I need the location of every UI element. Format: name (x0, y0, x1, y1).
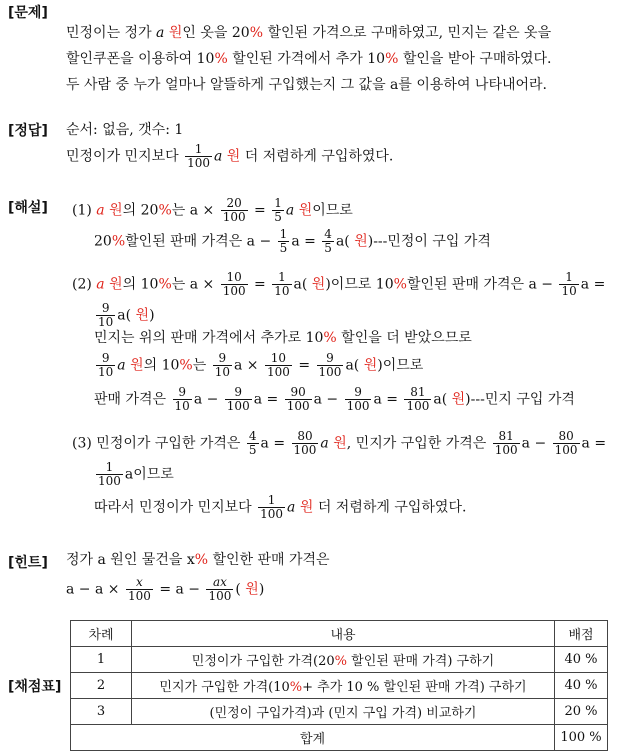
fraction-x-100: $\frac{x}{100}$ (127, 575, 151, 603)
row-no: 3 (71, 699, 132, 725)
fraction-9-10-d: $\frac{9}{10}$ (174, 385, 190, 413)
row-score: 40 % (555, 647, 608, 673)
fraction-9-100-c: $\frac{9}{100}$ (346, 385, 370, 413)
fraction-4-5-b: $\frac{4}{5}$ (248, 429, 257, 457)
total-label: 합계 (71, 725, 555, 751)
rubric-header-row (71, 621, 608, 647)
row-score: 20 % (555, 699, 608, 725)
fraction-1-5-b: $\frac{1}{5}$ (279, 227, 288, 255)
table-row (71, 699, 608, 725)
fraction-10-100-b: $\frac{10}{100}$ (266, 351, 290, 379)
table-row (71, 647, 608, 673)
total-score: 100 % (555, 725, 608, 751)
answer-line-1: 순서: 없음, 갯수: 1 (66, 122, 184, 138)
fraction-90-100: $\frac{90}{100}$ (286, 385, 310, 413)
hint-header: [힌트] (8, 555, 48, 571)
solution-header: [해설] (8, 200, 48, 216)
answer-line-2: 민정이가 민지보다 $\frac{1}{100}$ a 원 더 저렴하게 구입하였다. (66, 142, 394, 170)
solution-step-2: (2) a 원의 10%는 a × $\frac{10}{100}$ = $\frac{1}{10}$ a( 원)이므로 10%할인된 판매 가격은 a − $\frac{1}{10}$ a = (72, 270, 606, 298)
row-no: 2 (71, 673, 132, 699)
row-content: 민지가 구입한 가격(10%+ 추가 10 % 할인된 판매 가격) 구하기 (132, 673, 555, 699)
fraction-20-100: $\frac{20}{100}$ (222, 196, 246, 224)
solution-step-1: (1) a 원의 20%는 a × $\frac{20}{100}$ = $\frac{1}{5}$ a 원이므로 (72, 196, 353, 224)
table-row (71, 673, 608, 699)
row-content: 민정이가 구입한 가격(20% 할인된 판매 가격) 구하기 (132, 647, 555, 673)
answer-header: [정답] (8, 123, 48, 139)
solution-step-2d: $\frac{9}{10}$ a 원의 10%는 $\frac{9}{10}$ a × $\frac{10}{100}$ = $\frac{9}{100}$ a( 원)이므로 (98, 351, 424, 379)
fraction-80-100-b: $\frac{80}{100}$ (554, 429, 578, 457)
fraction-9-10-b: $\frac{9}{10}$ (98, 351, 114, 379)
hint-line-2: a − a × $\frac{x}{100}$ = a − $\frac{ax}{100}$ ( 원) (66, 575, 265, 603)
fraction-9-100: $\frac{9}{100}$ (318, 351, 342, 379)
row-content: (민정이 구입가격)과 (민지 구입 가격) 비교하기 (132, 699, 555, 725)
problem-header: [문제] (8, 5, 48, 21)
solution-step-2b: $\frac{9}{10}$ a( 원) (98, 301, 155, 329)
rubric-table (70, 620, 608, 751)
fraction-81-100-b: $\frac{81}{100}$ (494, 429, 518, 457)
fraction-1-100-c: $\frac{1}{100}$ (260, 493, 284, 521)
col-order: 차례 (71, 621, 132, 647)
fraction-9-10: $\frac{9}{10}$ (98, 301, 114, 329)
fraction-1-10-b: $\frac{1}{10}$ (561, 270, 577, 298)
fraction-1-5: $\frac{1}{5}$ (274, 196, 282, 224)
hint-line-1: 정가 a 원인 물건을 x% 할인한 판매 가격은 (66, 552, 330, 568)
fraction-4-5: $\frac{4}{5}$ (324, 227, 332, 255)
solution-step-3: (3) 민정이가 구입한 가격은 $\frac{4}{5}$ a = $\frac{80}{100}$ a 원, 민지가 구입한 가격은 $\frac{81}{100}$ a − $\frac{80}{100}$ a = (72, 429, 607, 457)
fraction-10-100: $\frac{10}{100}$ (222, 270, 246, 298)
problem-line-2: 할인쿠폰을 이용하여 10% 할인된 가격에서 추가 10% 할인을 받아 구매하였다. (66, 51, 552, 67)
solution-step-2c: 민지는 위의 판매 가격에서 추가로 10% 할인을 더 받았으므로 (94, 330, 472, 346)
rubric-total-row (71, 725, 608, 751)
row-score: 40 % (555, 673, 608, 699)
row-no: 1 (71, 647, 132, 673)
rubric-header: [채점표] (8, 679, 62, 695)
solution-step-3c: 따라서 민정이가 민지보다 $\frac{1}{100}$ a 원 더 저렴하게 구입하였다. (94, 493, 467, 521)
fraction-9-10-c: $\frac{9}{10}$ (214, 351, 230, 379)
fraction-80-100: $\frac{80}{100}$ (293, 429, 317, 457)
fraction-81-100: $\frac{81}{100}$ (406, 385, 430, 413)
col-score: 배점 (555, 621, 608, 647)
col-content: 내용 (132, 621, 555, 647)
problem-line-3: 두 사람 중 누가 얼마나 알뜰하게 구입했는지 그 값을 a를 이용하여 나타내어라. (66, 77, 547, 93)
solution-step-3b: $\frac{1}{100}$ a이므로 (98, 460, 174, 488)
fraction-9-100-b: $\frac{9}{100}$ (226, 385, 250, 413)
solution-step-1b: 20%할인된 판매 가격은 a − $\frac{1}{5}$ a = $\frac{4}{5}$ a( 원)---민정이 구입 가격 (94, 227, 491, 255)
solution-step-2e: 판매 가격은 $\frac{9}{10}$ a − $\frac{9}{100}$ a = $\frac{90}{100}$ a − $\frac{9}{100}$ a = $\frac{81}{100}$ a( 원)---민지 구입 가격 (94, 385, 575, 413)
fraction-1-100-b: $\frac{1}{100}$ (98, 460, 121, 488)
fraction-1-100: $\frac{1}{100}$ (187, 142, 210, 170)
fraction-1-10: $\frac{1}{10}$ (274, 270, 290, 298)
problem-line-1: 민정이는 정가 a 원인 옷을 20% 할인된 가격으로 구매하였고, 민지는 같은 옷을 (66, 25, 552, 41)
fraction-ax-100: $\frac{ax}{100}$ (208, 575, 232, 603)
